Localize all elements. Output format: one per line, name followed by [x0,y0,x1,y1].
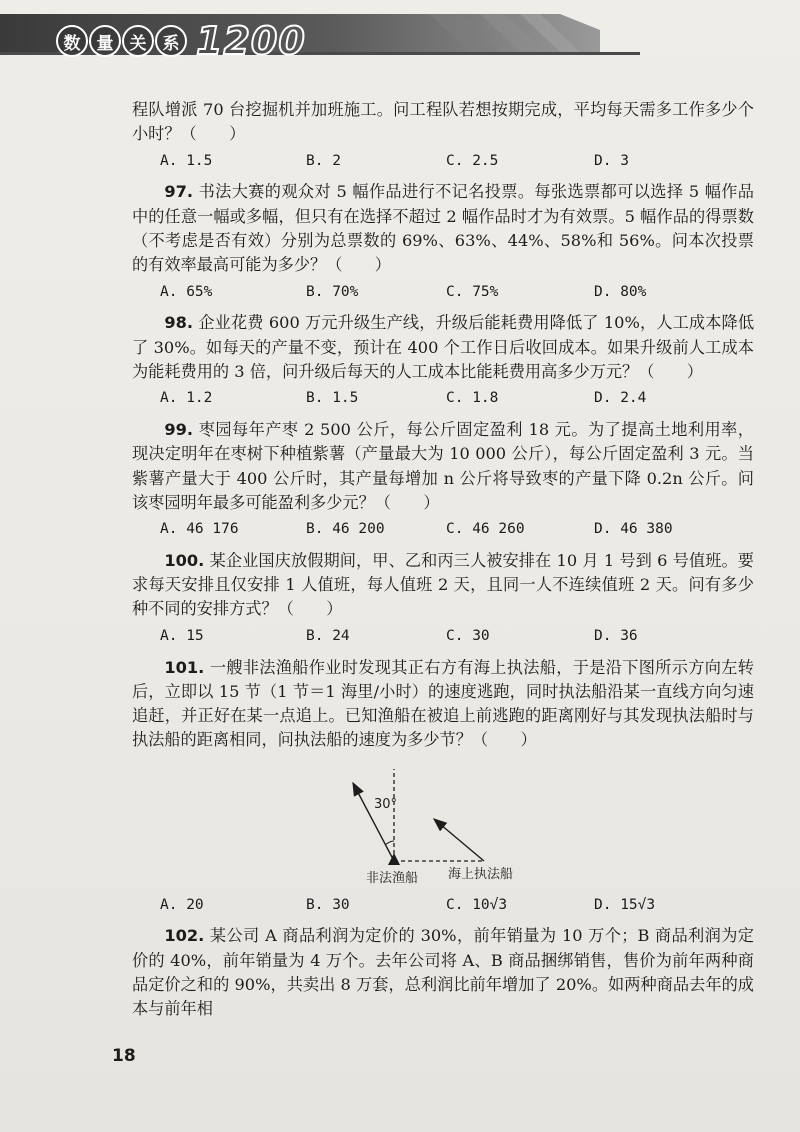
brand-char: 量 [89,25,121,57]
page-content [132,98,754,1022]
fishing-boat-marker [388,853,400,865]
question-text: 某企业国庆放假期间，甲、乙和丙三人被安排在 10 月 1 号到 6 号值班。要求每天安排且仅安排 1 人值班，每人值班 2 天，且同一人不连续值班 2 天。问有多少种不同的安排方式？（ ） [132,550,754,619]
option-d: D. 46 380 [594,521,673,538]
question-99 [132,418,754,541]
question-number: 98. [164,313,194,333]
brand-title [56,19,306,63]
angle-label: 30° [374,796,398,812]
option-a: A. 1.5 [160,152,213,169]
answer-options [132,151,754,173]
patrol-boat-label: 海上执法船 [448,866,514,882]
option-d: D. 15√3 [594,896,656,913]
chase-diagram [132,761,754,891]
brand-number: 1200 [196,19,306,63]
option-a: A. 65% [160,283,213,300]
question-paragraph [132,656,754,753]
option-a: A. 1.2 [160,390,213,407]
question-paragraph [132,924,754,1021]
answer-options [132,282,754,304]
angle-arc [385,841,394,845]
question-text: 一艘非法渔船作业时发现其正右方有海上执法船，于是沿下图所示方向左转后，立即以 15 节（1 节＝1 海里/小时）的速度逃跑，同时执法船沿某一直线方向匀速追赶，并正好在某一点追上。已知渔船在被追上前逃跑的距离刚好与其发现执法船时与执法船的距离相同，问执法船的速度为多少节？（ ） [132,657,754,750]
question-number: 99. [164,419,194,439]
question-number: 97. [164,182,194,202]
question-102 [132,924,754,1021]
option-c: C. 46 260 [446,521,525,538]
question-paragraph [132,180,754,277]
question-97 [132,180,754,303]
question-96 [132,98,754,172]
option-d: D. 2.4 [594,390,647,407]
option-d: D. 36 [594,627,638,644]
option-a: A. 15 [160,627,204,644]
option-b: B. 30 [306,896,350,913]
question-100 [132,549,754,648]
brand-char: 关 [122,25,154,57]
option-c: C. 10√3 [446,896,508,913]
option-d: D. 80% [594,283,647,300]
option-c: C. 2.5 [446,152,499,169]
option-b: B. 70% [306,283,359,300]
brand-char: 数 [56,25,88,57]
question-number: 101. [164,657,205,677]
option-b: B. 1.5 [306,390,359,407]
brand-char: 系 [155,25,187,57]
fishing-boat-label: 非法渔船 [366,870,419,886]
page-number: 18 [112,1046,136,1066]
option-d: D. 3 [594,152,629,169]
option-b: B. 24 [306,627,350,644]
question-number: 100. [164,550,205,570]
header-banner [0,0,800,78]
question-98 [132,311,754,410]
question-text: 枣园每年产枣 2 500 公斤，每公斤固定盈利 18 元。为了提高土地利用率，现决定明年在枣树下种植紫薯（产量最大为 10 000 公斤），每公斤固定盈利 3 元。当紫薯产量大于 400 公斤时，其产量每增加 n 公斤将导致枣的产量下降 0.2n 公斤。问该枣园明年最多可能盈利多少元？（ ） [132,419,754,512]
patrol-boat-course [434,819,484,861]
option-a: A. 20 [160,896,204,913]
answer-options [132,626,754,648]
answer-options [132,388,754,410]
option-a: A. 46 176 [160,521,239,538]
question-paragraph [132,418,754,515]
question-text: 某公司 A 商品利润为定价的 30%，前年销量为 10 万个；B 商品利润为定价的 40%，前年销量为 4 万个。去年公司将 A、B 商品捆绑销售，售价为前年两种商品定价之和的 90%，共卖出 8 万套，总利润比前年增加了 20%。如两种商品去年的成本与前年相 [132,926,754,1019]
question-text: 程队增派 70 台挖掘机并加班施工。问工程队若想按期完成，平均每天需多工作多少个小时？（ ） [132,100,754,144]
question-number: 102. [164,926,205,946]
option-c: C. 30 [446,627,490,644]
diagram-lines [132,761,754,891]
answer-options [132,895,754,917]
option-c: C. 75% [446,283,499,300]
option-c: C. 1.8 [446,390,499,407]
option-b: B. 2 [306,152,341,169]
question-text: 企业花费 600 万元升级生产线，升级后能耗费用降低了 10%，人工成本降低了 30%。如每天的产量不变，预计在 400 个工作日后收回成本。如果升级前人工成本为能耗费用的 3 倍，问升级后每天的人工成本比能耗费用高多少万元？（ ） [132,313,755,381]
question-paragraph [132,549,754,622]
question-paragraph [132,311,754,384]
option-b: B. 46 200 [306,521,385,538]
question-text: 书法大赛的观众对 5 幅作品进行不记名投票。每张选票都可以选择 5 幅作品中的任意一幅或多幅，但只有在选择不超过 2 幅作品时才为有效票。5 幅作品的得票数（不考虑是否有效）分别为总票数的 69%、63%、44%、58%和 56%。问本次投票的有效率最高可能为多少？（ ） [132,182,754,275]
question-101 [132,656,754,917]
answer-options [132,519,754,541]
